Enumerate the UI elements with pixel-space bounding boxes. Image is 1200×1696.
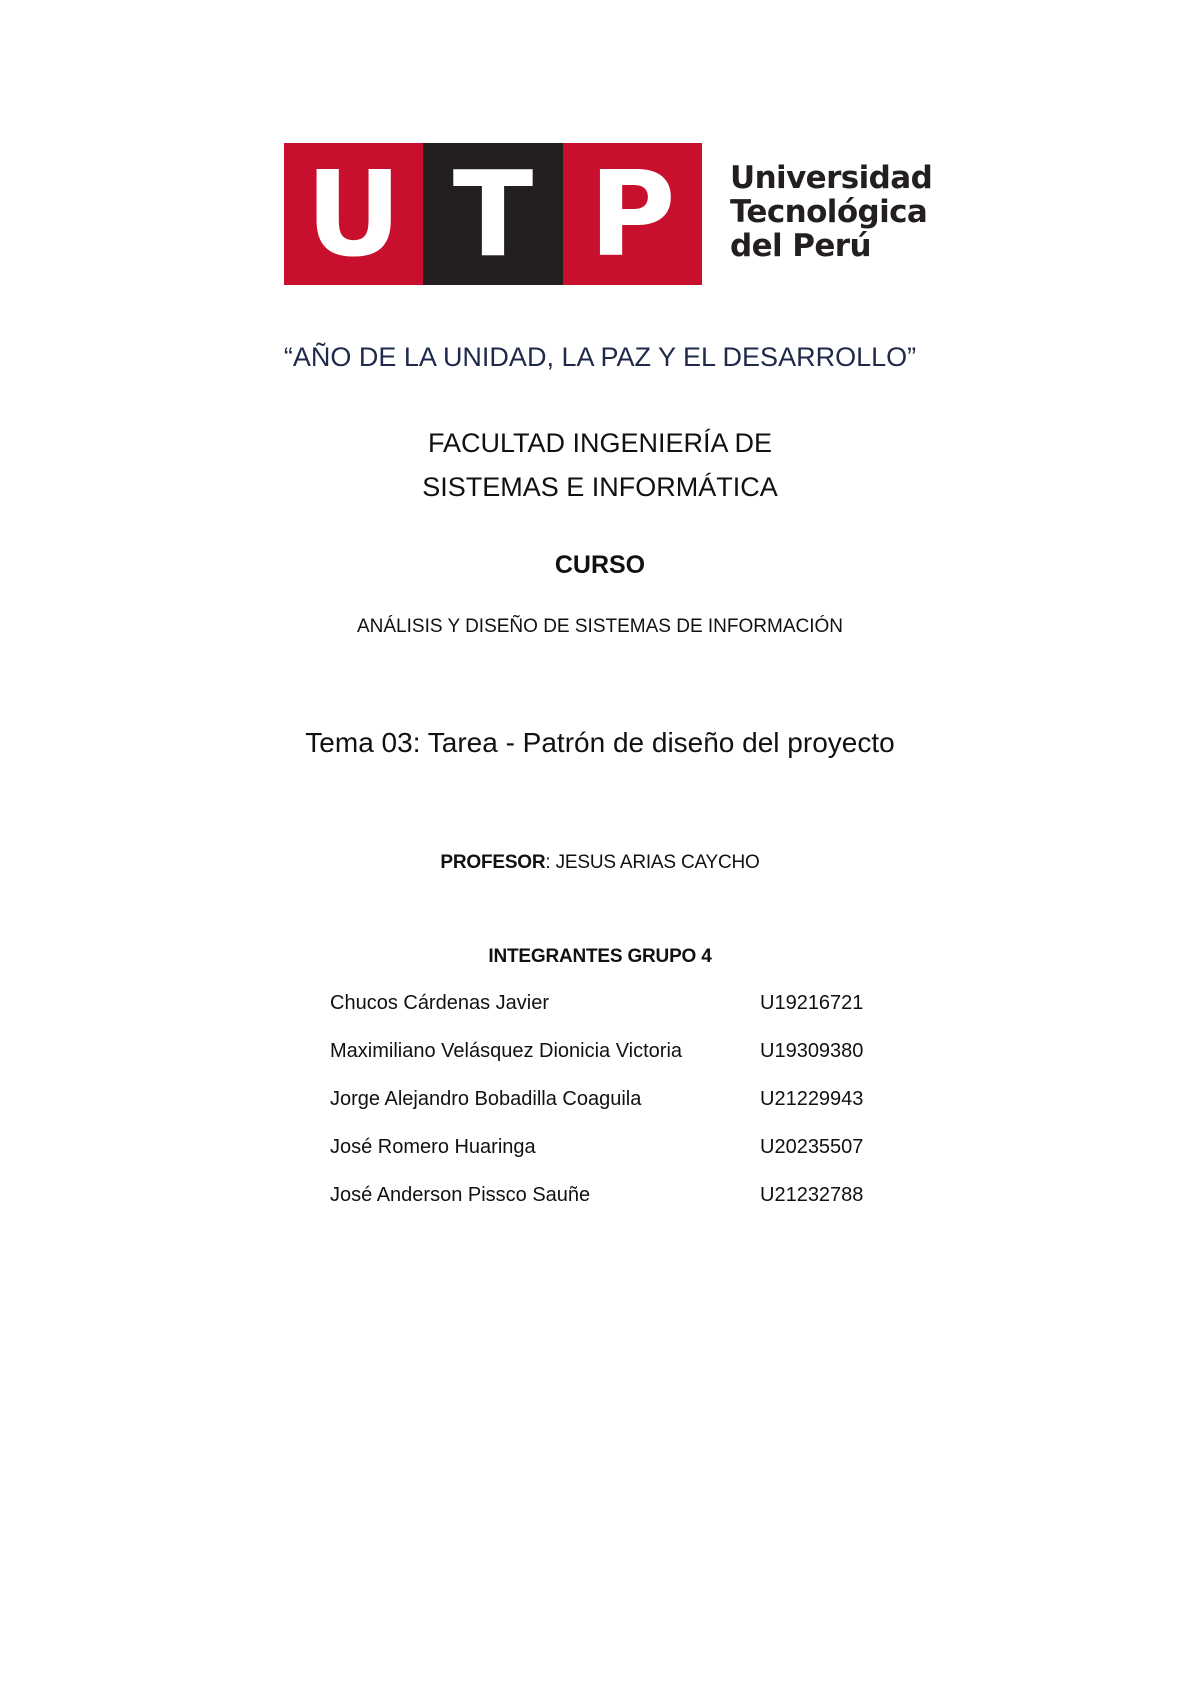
logo-letter-blocks: [284, 143, 702, 285]
member-row: [330, 1180, 890, 1228]
assignment-topic: Tema 03: Tarea - Patrón de diseño del proyecto: [305, 727, 895, 758]
professor-name: JESUS ARIAS CAYCHO: [555, 852, 760, 873]
member-code: U21229943: [760, 1088, 864, 1110]
members-list: [330, 988, 890, 1228]
logo-letter-u: U: [284, 143, 423, 285]
faculty-line-2: SISTEMAS E INFORMÁTICA: [422, 472, 778, 502]
member-name: Chucos Cárdenas Javier: [330, 992, 549, 1014]
faculty-line-1: FACULTAD INGENIERÍA DE: [427, 428, 773, 458]
member-name: José Romero Huaringa: [330, 1136, 536, 1158]
faculty-name: [0, 421, 1200, 509]
member-code: U19216721: [760, 992, 864, 1014]
member-row: [330, 1084, 890, 1132]
members-title: INTEGRANTES GRUPO 4: [488, 946, 712, 967]
utp-logo: [284, 143, 932, 285]
professor-line: [0, 852, 1200, 874]
logo-wordmark-line-1: Universidad: [730, 160, 933, 196]
professor-label: PROFESOR: [440, 852, 546, 873]
logo-wordmark-line-2: Tecnológica: [730, 194, 928, 230]
logo-letter-t: T: [423, 143, 562, 285]
member-code: U21232788: [760, 1184, 864, 1206]
member-code: U20235507: [760, 1136, 864, 1158]
member-name: José Anderson Pissco Sauñe: [330, 1184, 591, 1206]
professor-separator: :: [545, 852, 556, 873]
member-name: Maximiliano Velásquez Dionicia Victoria: [330, 1040, 683, 1062]
logo-wordmark: [730, 161, 940, 263]
course-name: ANÁLISIS Y DISEÑO DE SISTEMAS DE INFORMACIÓN: [356, 616, 843, 637]
course-label: CURSO: [554, 551, 646, 579]
member-code: U19309380: [760, 1040, 864, 1062]
member-row: [330, 1036, 890, 1084]
logo-wordmark-line-3: del Perú: [730, 228, 871, 264]
member-row: [330, 1132, 890, 1180]
year-motto: “AÑO DE LA UNIDAD, LA PAZ Y EL DESARROLLO”: [283, 342, 917, 372]
member-name: Jorge Alejandro Bobadilla Coaguila: [330, 1088, 642, 1110]
logo-letter-p: P: [563, 143, 702, 285]
member-row: [330, 988, 890, 1036]
